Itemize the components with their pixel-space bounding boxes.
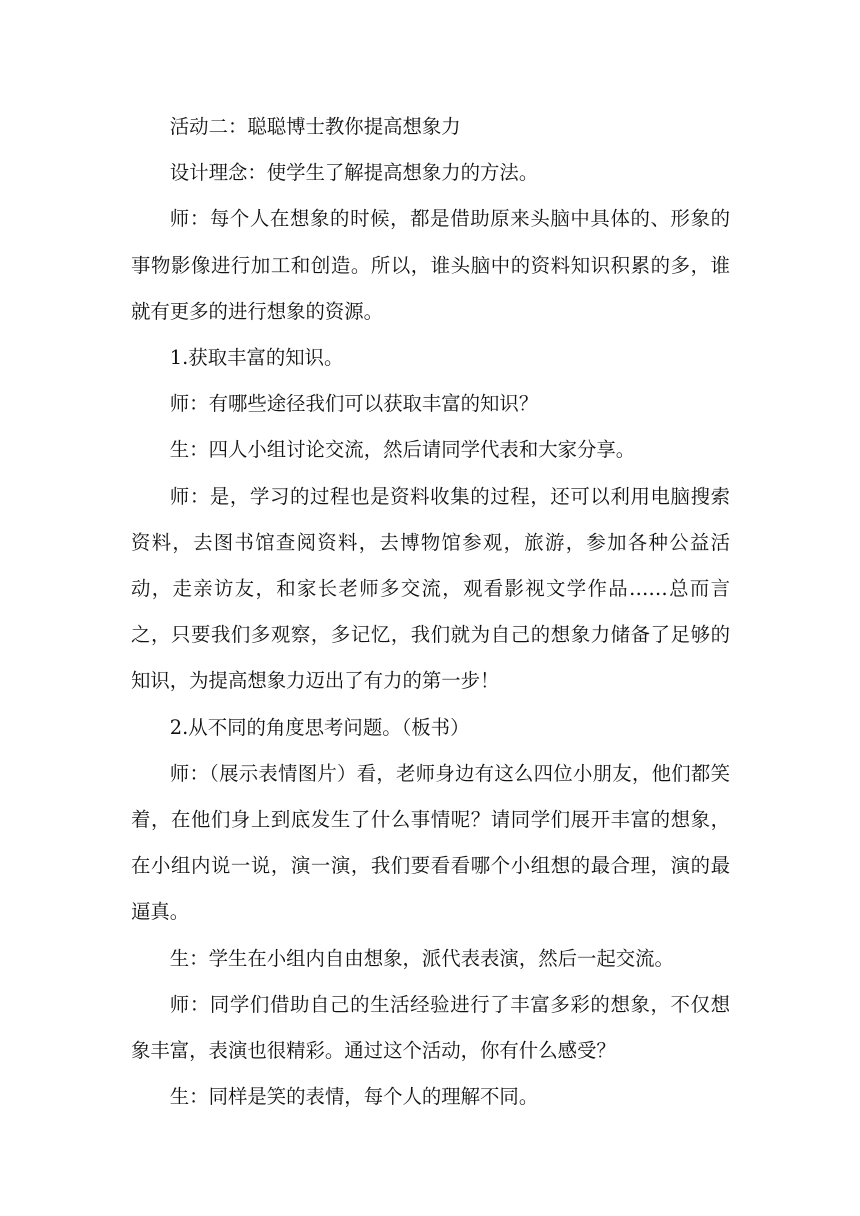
document-body bbox=[131, 104, 730, 1120]
student-paragraph: 生：同样是笑的表情，每个人的理解不同。 bbox=[169, 1085, 539, 1109]
teacher-paragraph: 师：有哪些途径我们可以获取丰富的知识？ bbox=[169, 392, 539, 416]
teacher-paragraph: 师：同学们借助自己的生活经验进行了丰富多彩的想象，不仅想象丰富，表演也很精彩。通过这个活动，你有什么感受？ bbox=[131, 992, 730, 1063]
teacher-paragraph: 师：每个人在想象的时候，都是借助原来头脑中具体的、形象的事物影像进行加工和创造。所以，谁头脑中的资料知识积累的多，谁就有更多的进行想象的资源。 bbox=[131, 207, 730, 323]
activity-heading: 活动二：聪聪博士教你提高想象力 bbox=[169, 115, 461, 138]
student-paragraph: 生：四人小组讨论交流，然后请同学代表和大家分享。 bbox=[169, 438, 636, 462]
design-concept: 设计理念：使学生了解提高想象力的方法。 bbox=[169, 161, 539, 185]
section-heading-1: 1.获取丰富的知识。 bbox=[169, 346, 344, 370]
section-heading-2: 2.从不同的角度思考问题。（板书） bbox=[169, 715, 470, 739]
teacher-paragraph: 师：是，学习的过程也是资料收集的过程，还可以利用电脑搜索资料，去图书馆查阅资料，去博物馆参观，旅游，参加各种公益活动，走亲访友，和家长老师多交流，观看影视文学作品……总而言之，只要我们多观察，多记忆，我们就为自己的想象力储备了足够的知识，为提高想象力迈出了有力的第一步！ bbox=[131, 484, 730, 693]
teacher-paragraph: 师：（展示表情图片）看，老师身边有这么四位小朋友，他们都笑着，在他们身上到底发生了什么事情呢？请同学们展开丰富的想象，在小组内说一说，演一演，我们要看看哪个小组想的最合理，演的最逼真。 bbox=[131, 761, 730, 924]
student-paragraph: 生：学生在小组内自由想象，派代表表演，然后一起交流。 bbox=[169, 946, 674, 970]
